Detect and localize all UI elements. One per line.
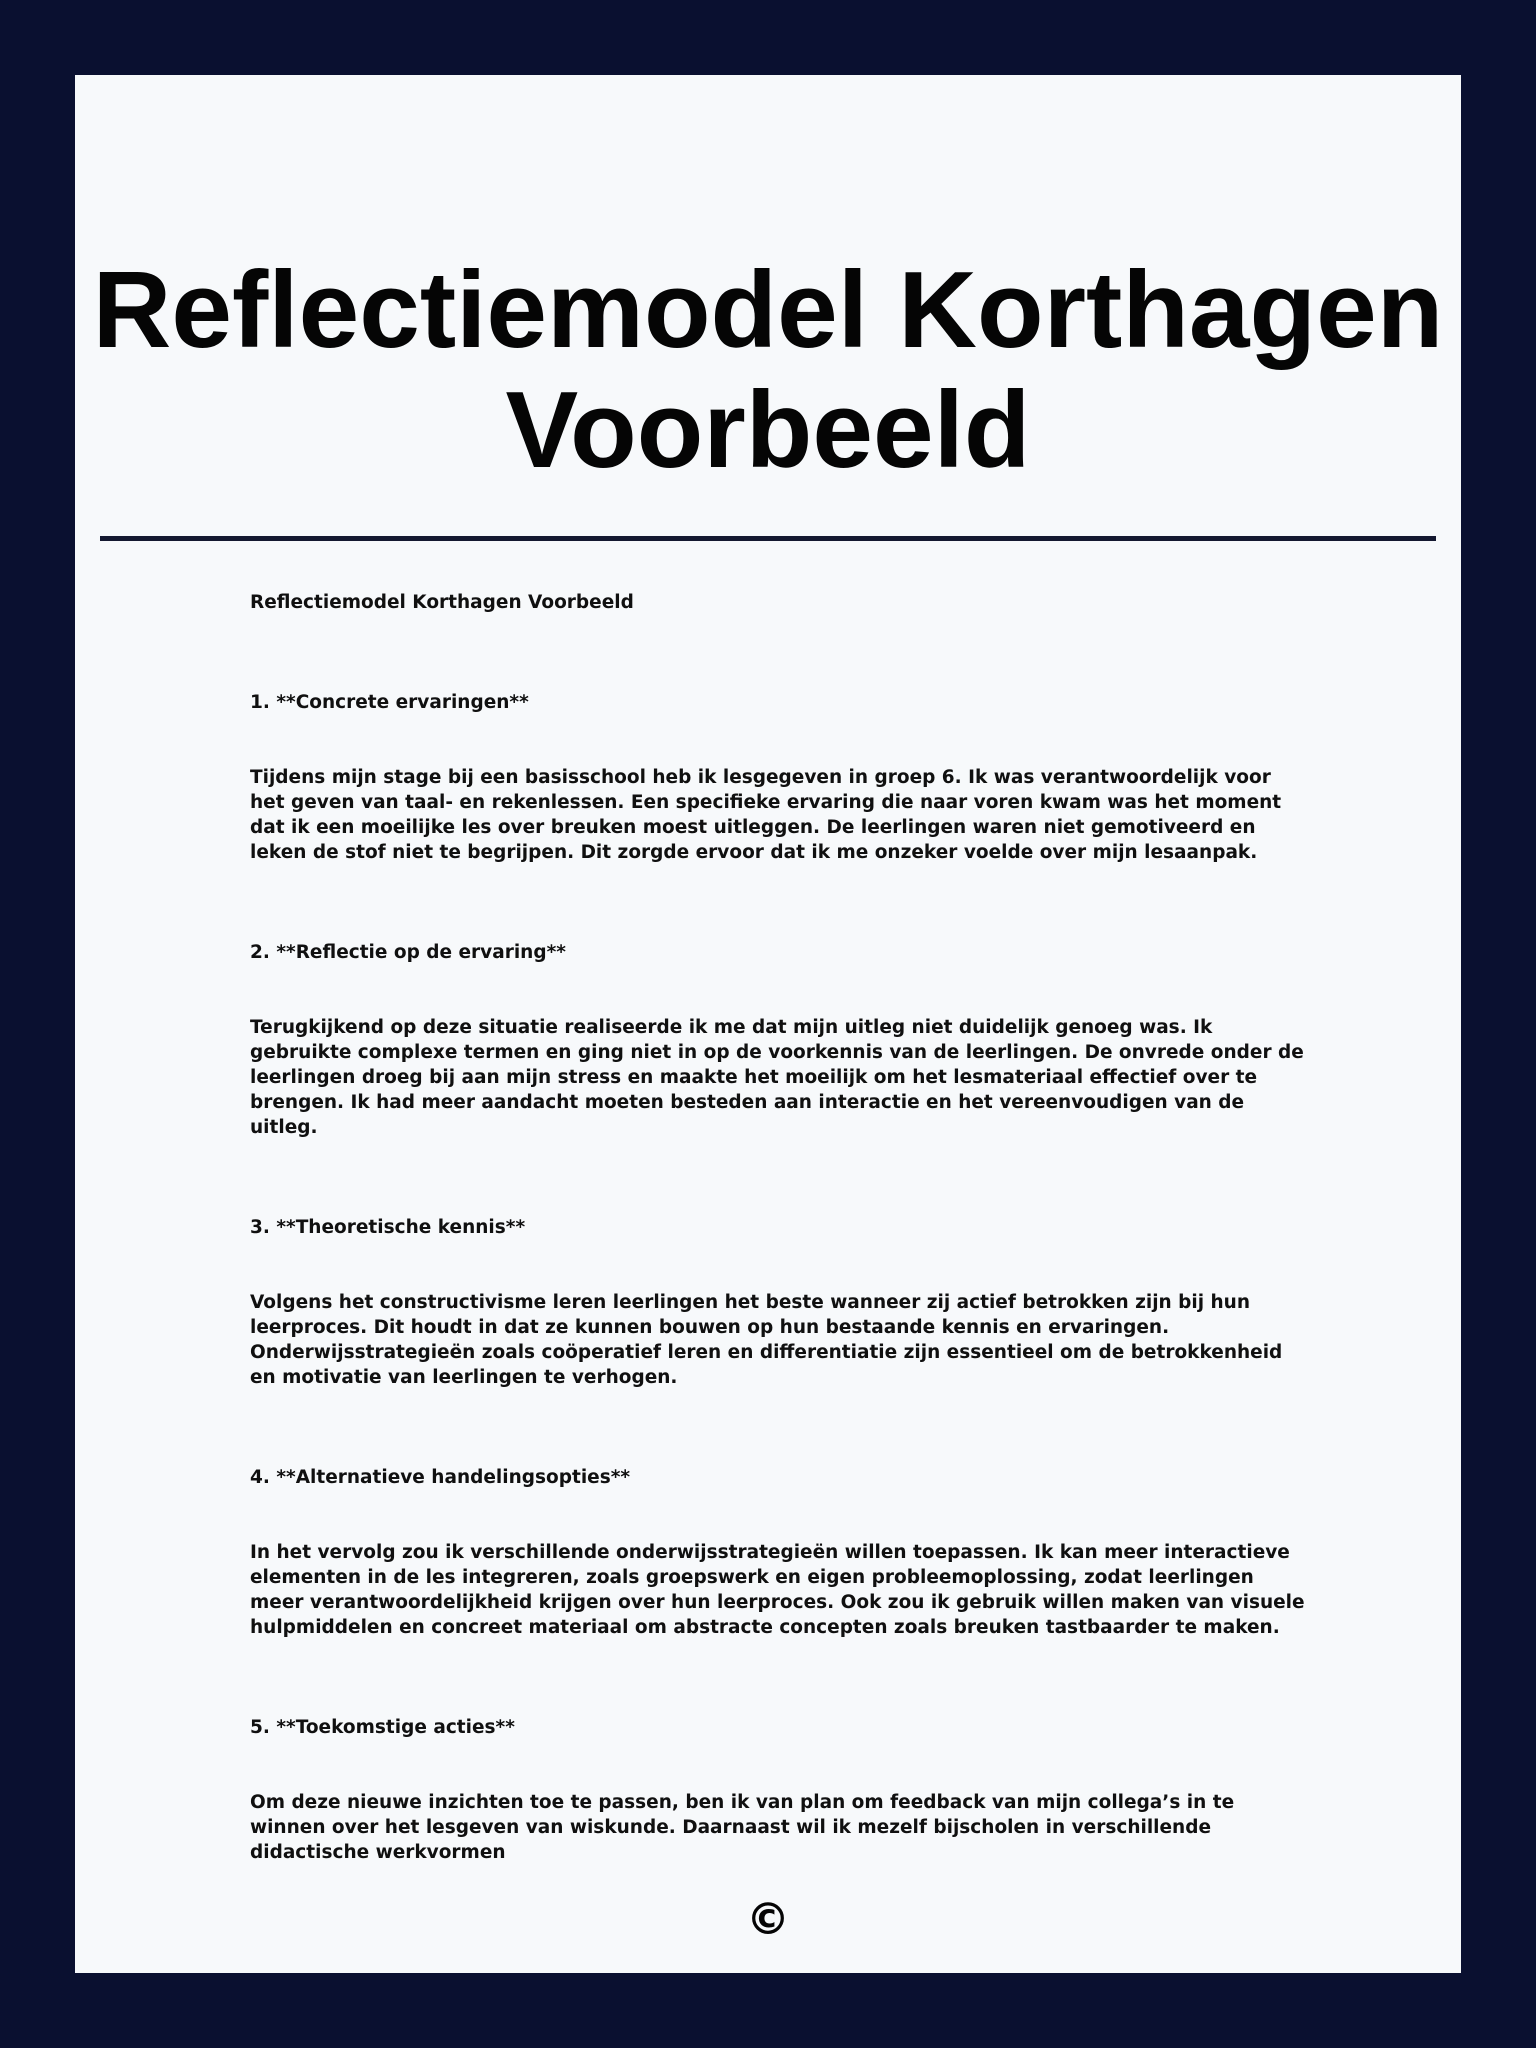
- copyright-icon: ©: [746, 1894, 790, 1945]
- section-heading-3: 3. **Theoretische kennis**: [250, 1217, 526, 1238]
- document-page: [75, 75, 1461, 1973]
- document-subtitle: Reflectiemodel Korthagen Voorbeeld: [250, 592, 634, 613]
- section-heading-1: 1. **Concrete ervaringen**: [250, 692, 529, 713]
- document-content: [250, 590, 1310, 1865]
- section-body-4: In het vervolg zou ik verschillende onderwijsstrategieën willen toepassen. Ik kan meer interactieve elementen in de les integreren, zoals groepswerk en eigen probleemoplossing, zodat leerlingen meer verantwoordelijkheid krijgen over hun leerproces. Ook zou ik gebruik willen maken van visuele hulpmiddelen en concreet materiaal om abstracte concepten zoals breuken tastbaarder te maken.: [250, 1542, 1305, 1638]
- section-heading-2: 2. **Reflectie op de ervaring**: [250, 942, 566, 963]
- title-divider: [100, 536, 1436, 541]
- page-title: Reflectiemodel Korthagen Voorbeeld: [92, 249, 1444, 491]
- section-heading-4: 4. **Alternatieve handelingsopties**: [250, 1467, 631, 1488]
- section-body-5: Om deze nieuwe inzichten toe te passen, ben ik van plan om feedback van mijn collega’s in te winnen over het lesgeven van wiskunde. Daarnaast wil ik mezelf bijscholen in verschillende didactische werkvormen: [250, 1792, 1235, 1863]
- section-body-1: Tijdens mijn stage bij een basisschool heb ik lesgegeven in groep 6. Ik was verantwoordelijk voor het geven van taal- en rekenlessen. Een specifieke ervaring die naar voren kwam was het moment dat ik een moeilijke les over breuken moest uitleggen. De leerlingen waren niet gemotiveerd en leken de stof niet te begrijpen. Dit zorgde ervoor dat ik me onzeker voelde over mijn lesaanpak.: [250, 767, 1282, 863]
- section-body-3: Volgens het constructivisme leren leerlingen het beste wanneer zij actief betrokken zijn bij hun leerproces. Dit houdt in dat ze kunnen bouwen op hun bestaande kennis en ervaringen. Onderwijsstrategieën zoals coöperatief leren en differentiatie zijn essentieel om de betrokkenheid en motivatie van leerlingen te verhogen.: [250, 1292, 1283, 1388]
- section-body-2: Terugkijkend op deze situatie realiseerde ik me dat mijn uitleg niet duidelijk genoeg was. Ik gebruikte complexe termen en ging niet in op de voorkennis van de leerlingen. De onvrede onder de leerlingen droeg bij aan mijn stress en maakte het moeilijk om het lesmateriaal effectief over te brengen. Ik had meer aandacht moeten besteden aan interactie en het vereenvoudigen van de uitleg.: [250, 1017, 1304, 1138]
- section-heading-5: 5. **Toekomstige acties**: [250, 1717, 515, 1738]
